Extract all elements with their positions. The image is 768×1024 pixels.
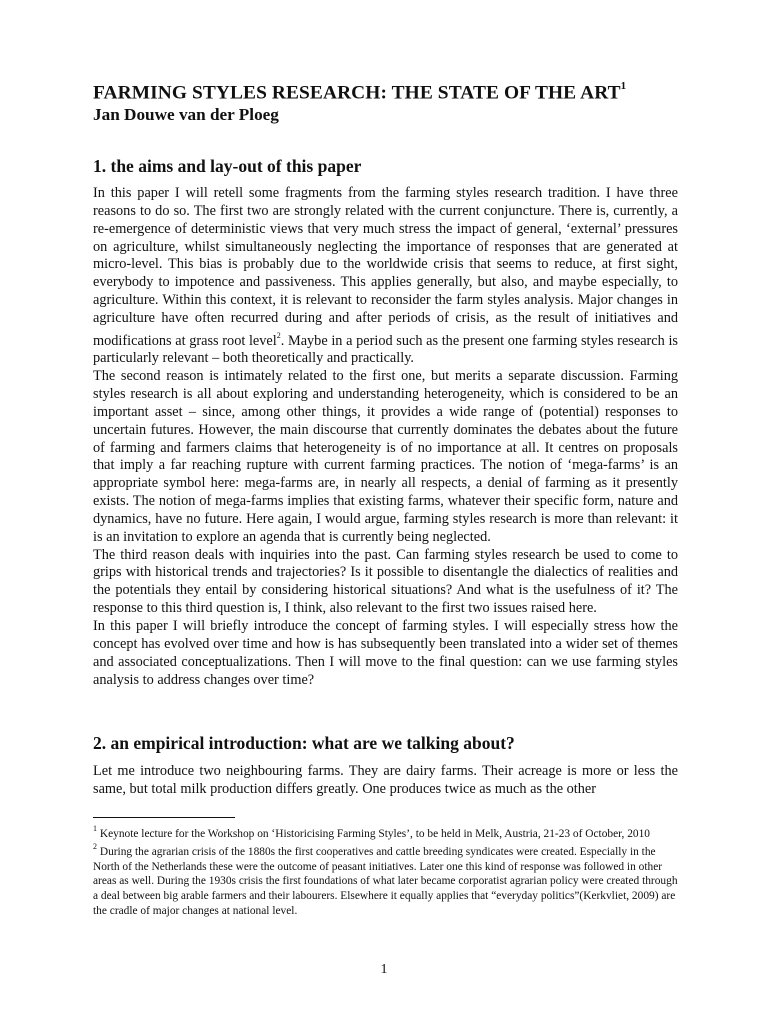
paragraph-1-text-b: . Maybe in a period such as the present one farming styles research is particularly relevant – both theoretically and practically.: [93, 332, 678, 367]
page-number: 1: [380, 962, 388, 977]
section-2-heading: 2. an empirical introduction: what are we talking about?: [93, 733, 515, 753]
section-1-body: [93, 185, 678, 689]
section-1-heading: 1. the aims and lay-out of this paper: [93, 156, 362, 176]
author-name: Jan Douwe van der Ploeg: [93, 105, 279, 124]
section-2-paragraph-1: Let me introduce two neighbouring farms. They are dairy farms. Their acreage is more or less the same, but total milk production differs greatly. One produces twice as much as the other: [93, 763, 678, 797]
footnote-2-number: 2: [93, 842, 97, 852]
title-footnote-mark: 1: [620, 80, 627, 92]
paragraph-3: The third reason deals with inquiries into the past. Can farming styles research be used to come to grips with historical trends and trajectories? Is it possible to disentangle the dialectics of realities and the potentials they entail by considering historical situations? And what is the usefulness of it? The response to this third question is, I think, also relevant to the first two issues raised here.: [93, 546, 678, 617]
footnote-1: [93, 823, 678, 841]
paper-title-text: FARMING STYLES RESEARCH: THE STATE OF THE ART: [93, 82, 621, 104]
footnote-2: [93, 841, 678, 918]
footnote-2-text: During the agrarian crisis of the 1880s the first cooperatives and cattle breeding syndicates were created. Especially in the North of the Netherlands these were the outcome of peasant initiatives. Later one this kind of response was followed in other areas as well. During the 1930s crisis the first foundations of what later became corporatist agrarian policy were created through a deal between big arable farmers and their labourers. Elsewhere it equally applies that “everyday politics”(Kerkvliet, 2009) are the cradle of major changes at national level.: [93, 846, 678, 917]
section-2-body: [93, 763, 678, 799]
footnotes: [93, 823, 678, 918]
paragraph-4: In this paper I will briefly introduce the concept of farming styles. I will especially stress how the concept has evolved over time and how is has subsequently been translated into a wider set of themes and associated conceptualizations. Then I will move to the final question: can we use farming styles analysis to address changes over time?: [93, 618, 678, 688]
paper-title: [93, 82, 626, 104]
footnote-2-mark: 2: [276, 330, 281, 340]
footnote-1-number: 1: [93, 824, 97, 833]
paragraph-1-text-a: In this paper I will retell some fragments from the farming styles research tradition. I have three reasons to do so. The first two are strongly related with the current conjuncture. There is, currently, a re-emergence of deterministic views that very much stress the impact of general, ‘external’ pressures on agriculture, whilst simultaneously neglecting the importance of responses that are generated at micro-level. This bias is probably due to the worldwide crisis that seems to reduce, at first sight, everybody to impotence and passiveness. This applies generally, but also, and maybe especially, to agriculture. Within this context, it is relevant to reconsider the farm styles analysis. Major changes in agriculture have often recurred during and after periods of crisis, as the result of initiatives and modifications at grass root level: [93, 185, 678, 349]
footnote-separator: [93, 817, 235, 818]
paragraph-2: The second reason is intimately related to the first one, but merits a separate discussion. Farming styles research is all about exploring and understanding heterogeneity, which is considered to be an important asset – since, among other things, it provides a wide range of (potential) responses to uncertain futures. However, the main discourse that currently dominates the debates about the future of farming and farmers claims that heterogeneity is of no importance at all. It centres on proposals that imply a far reaching rupture with current farming practices. The notion of ‘mega-farms’ is an appropriate symbol here: mega-farms are, in nearly all respects, a denial of farming as it presently exists. The notion of mega-farms implies that existing farms, whatever their specific form, nature and dynamics, have no future. Here again, I would argue, farming styles research is more than relevant: it is an invitation to explore an agenda that is currently being neglected.: [93, 368, 678, 545]
footnote-1-text: Keynote lecture for the Workshop on ‘Historicising Farming Styles’, to be held in Melk, Austria, 21-23 of October, 2010: [97, 827, 650, 840]
paragraph-1: [93, 185, 678, 368]
